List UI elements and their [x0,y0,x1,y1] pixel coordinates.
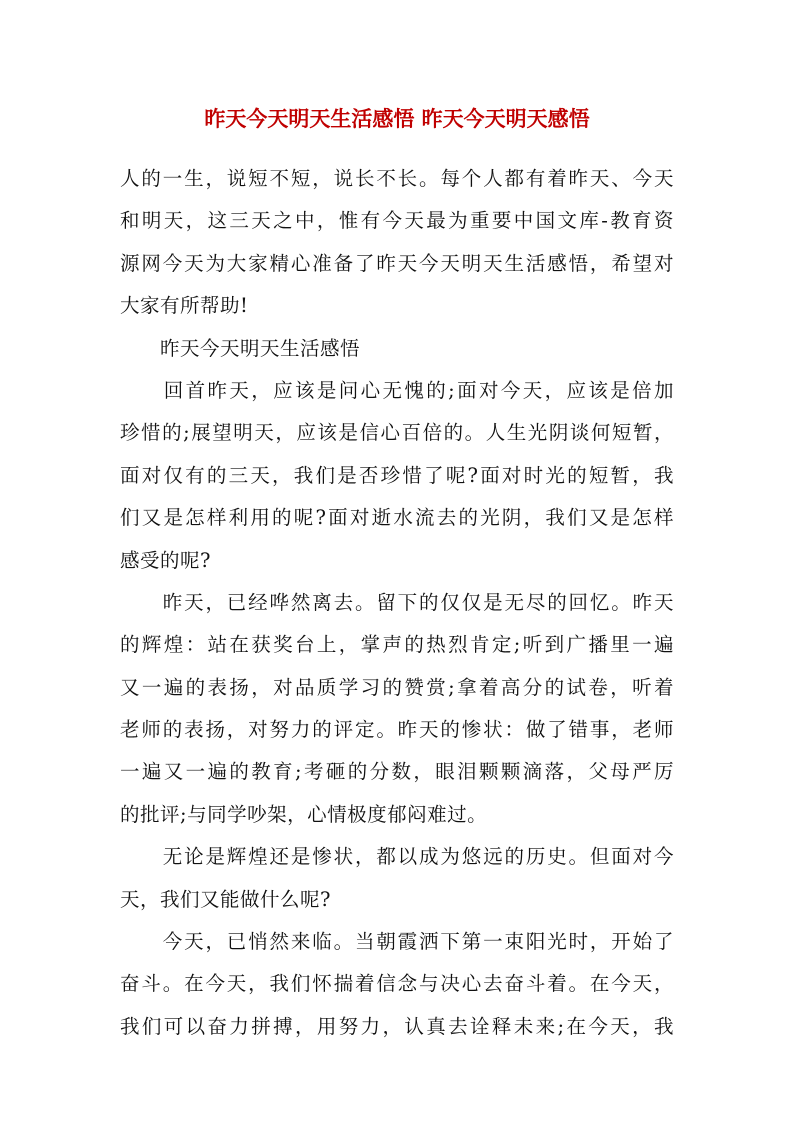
text-line: 人的一生，说短不短，说长不长。每个人都有着昨天、今天 [120,167,674,190]
text-line: 天，我们又能做什么呢? [120,887,331,911]
text-line: 昨天，已经哗然离去。留下的仅仅是无尽的回忆。昨天 [120,590,674,614]
text-line: 老师的表扬，对努力的评定。昨天的惨状：做了错事，老师 [120,718,674,742]
text-line: 们又是怎样利用的呢?面对逝水流去的光阴，我们又是怎样 [120,506,674,530]
text-line: 又一遍的表扬，对品质学习的赞赏;拿着高分的试卷，听着 [120,675,674,699]
text-line: 的批评;与同学吵架，心情极度郁闷难过。 [120,802,488,826]
text-line: 大家有所帮助! [120,294,249,318]
text-line: 感受的呢? [120,548,211,572]
text-line: 奋斗。在今天，我们怀揣着信念与决心去奋斗着。在今天， [120,972,674,996]
text-line: 今天，已悄然来临。当朝霞洒下第一束阳光时，开始了 [120,930,674,954]
document-body [120,158,674,1048]
text-line: 珍惜的;展望明天，应该是信心百倍的。人生光阴谈何短暂， [120,421,674,445]
text-line: 的辉煌：站在获奖台上，掌声的热烈肯定;听到广播里一遍 [120,633,674,657]
text-line: 我们可以奋力拼搏，用努力，认真去诠释未来;在今天，我 [120,1014,674,1038]
text-line: 源网今天为大家精心准备了昨天今天明天生活感悟，希望对 [120,251,674,275]
text-line: 无论是辉煌还是惨状，都以成为悠远的历史。但面对今 [120,845,674,869]
section-heading: 昨天今天明天生活感悟 [120,336,361,360]
text-line: 回首昨天，应该是问心无愧的;面对今天，应该是倍加 [120,378,674,402]
document-title: 昨天今天明天生活感悟 昨天今天明天感悟 [204,106,590,131]
text-line: 一遍又一遍的教育;考砸的分数，眼泪颗颗滴落，父母严厉 [120,760,674,784]
text-line: 面对仅有的三天，我们是否珍惜了呢?面对时光的短暂，我 [120,463,674,487]
text-line: 和明天，这三天之中，惟有今天最为重要中国文库-教育资 [120,209,674,233]
